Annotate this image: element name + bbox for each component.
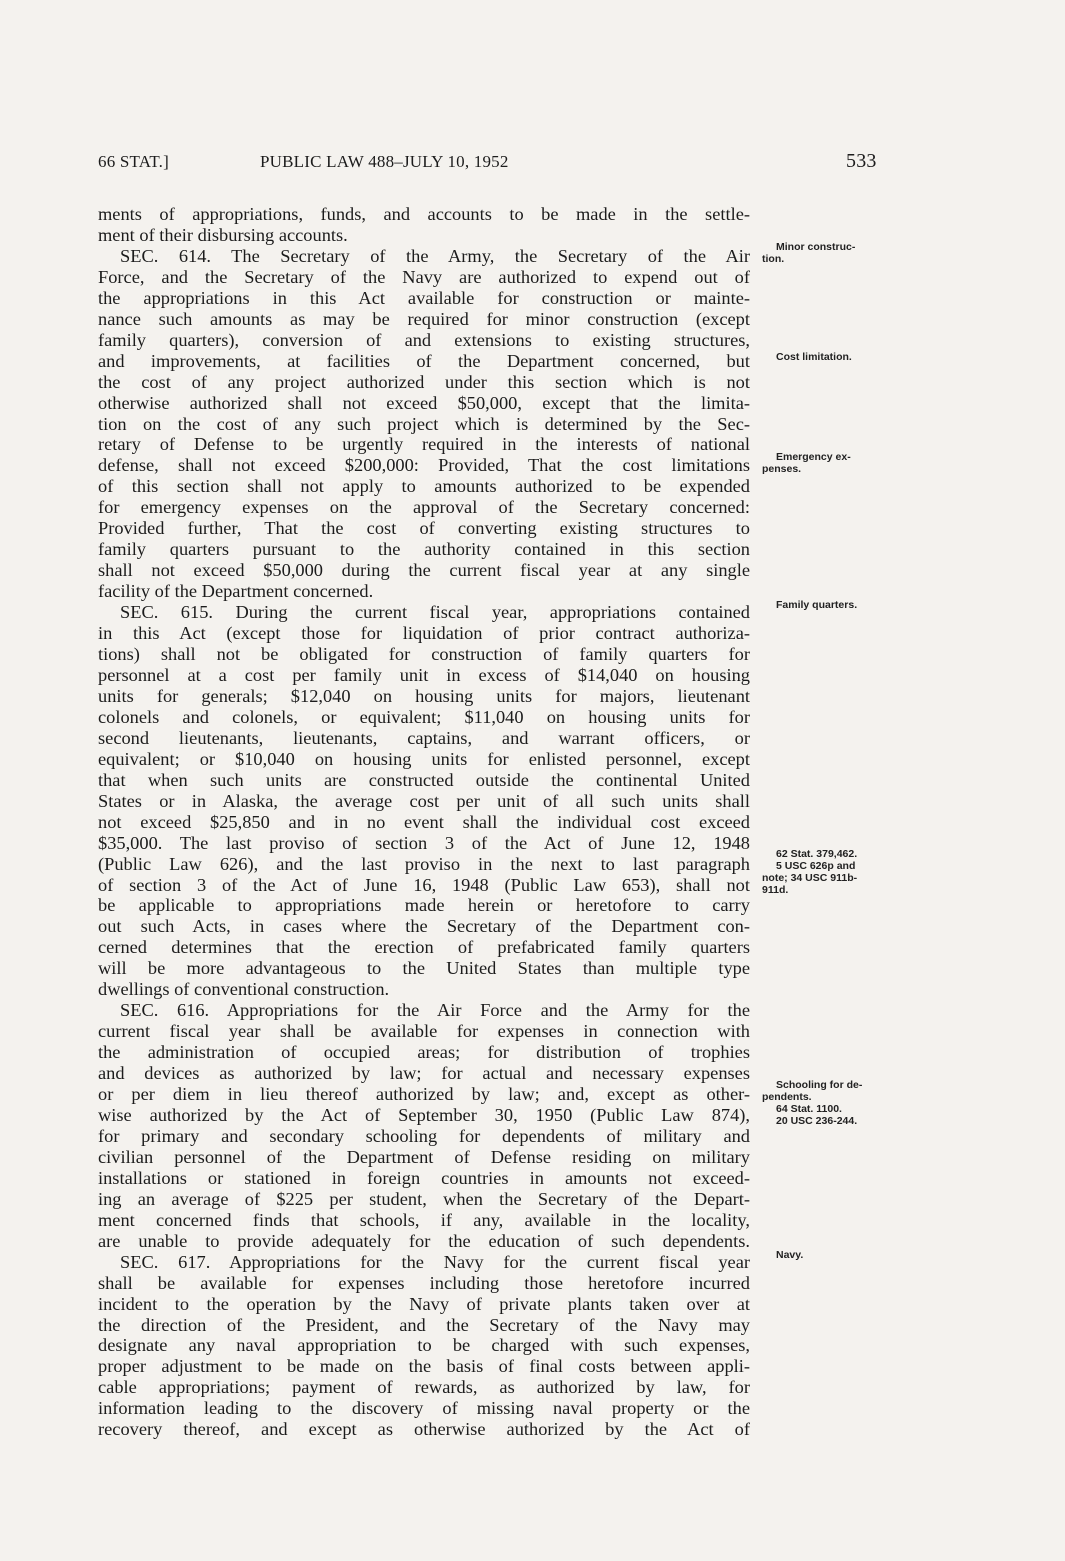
text-line: family quarters), conversion of and extensions to existing structures, xyxy=(98,329,750,350)
text-line: the administration of occupied areas; for distribution of trophies xyxy=(98,1042,750,1063)
text-line: the direction of the President, and the Secretary of the Navy may xyxy=(98,1314,750,1335)
text-line: designate any naval appropriation to be charged with such expenses, xyxy=(98,1335,750,1356)
text-line: nance such amounts as may be required for minor construction (except xyxy=(98,308,750,329)
margin-note-minor-construction: Minor construc- tion. xyxy=(762,241,856,265)
page-number: 533 xyxy=(846,150,877,172)
text-line: wise authorized by the Act of September 30, 1950 (Public Law 874), xyxy=(98,1104,750,1125)
text-line: will be more advantageous to the United States than multiple type xyxy=(98,958,750,979)
text-line: family quarters pursuant to the authority contained in this section xyxy=(98,539,750,560)
text-line: facility of the Department concerned. xyxy=(98,581,374,602)
text-line: ing an average of $225 per student, when the Secretary of the Depart- xyxy=(98,1188,750,1209)
text-line: defense, shall not exceed $200,000: Provided, That the cost limitations xyxy=(98,455,750,476)
text-line: colonels and colonels, or equivalent; $11,040 on housing units for xyxy=(98,706,750,727)
text-line: proper adjustment to be made on the basis of final costs between appli- xyxy=(98,1356,750,1377)
text-line: Force, and the Secretary of the Navy are authorized to expend out of xyxy=(98,266,750,287)
text-line: personnel at a cost per family unit in excess of $14,040 on housing xyxy=(98,664,750,685)
text-line: that when such units are constructed outside the continental United xyxy=(98,769,750,790)
text-line: ment concerned finds that schools, if any, available in the locality, xyxy=(98,1209,750,1230)
text-line: in this Act (except those for liquidation of prior contract authoriza- xyxy=(98,623,750,644)
text-line: out such Acts, in cases where the Secretary of the Department con- xyxy=(98,916,750,937)
margin-note-citation-62-stat: 62 Stat. 379,462. 5 USC 626p and note; 34 USC 911b- 911d. xyxy=(762,848,858,896)
text-line: shall be available for expenses including those heretofore incurred xyxy=(98,1272,750,1293)
text-line: for emergency expenses on the approval of the Secretary concerned: xyxy=(98,497,750,518)
text-line: second lieutenants, lieutenants, captains, and warrant officers, or xyxy=(98,727,750,748)
margin-note-emergency-expenses: Emergency ex- penses. xyxy=(762,451,851,475)
text-line: of section 3 of the Act of June 16, 1948 (Public Law 653), shall not xyxy=(98,874,750,895)
body-text xyxy=(98,204,750,1440)
text-line: dwellings of conventional construction. xyxy=(98,979,390,1000)
text-line: $35,000. The last proviso of section 3 of the Act of June 12, 1948 xyxy=(98,832,750,853)
text-line: SEC. 617. Appropriations for the Navy for the current fiscal year xyxy=(120,1251,750,1272)
text-line: tions) shall not be obligated for construction of family quarters for xyxy=(98,644,750,665)
text-line: civilian personnel of the Department of Defense residing on military xyxy=(98,1146,750,1167)
text-line: incident to the operation by the Navy of private plants taken over at xyxy=(98,1293,750,1314)
margin-note-schooling: Schooling for de- pendents. 64 Stat. 1100. 20 USC 236-244. xyxy=(762,1079,863,1127)
text-line: installations or stationed in foreign countries in amounts not exceed- xyxy=(98,1167,750,1188)
text-line: equivalent; or $10,040 on housing units for enlisted personnel, except xyxy=(98,748,750,769)
text-line: for primary and secondary schooling for dependents of military and xyxy=(98,1125,750,1146)
margin-note-family-quarters: Family quarters. xyxy=(776,599,858,611)
header-volume: 66 STAT.] xyxy=(98,152,169,171)
text-line: SEC. 614. The Secretary of the Army, the Secretary of the Air xyxy=(120,245,750,266)
text-line: not exceed $25,850 and in no event shall the individual cost exceed xyxy=(98,811,750,832)
text-line: and improvements, at facilities of the Department concerned, but xyxy=(98,350,750,371)
text-line: recovery thereof, and except as otherwise authorized by the Act of xyxy=(98,1419,750,1440)
text-line: (Public Law 626), and the last proviso in the next to last paragraph xyxy=(98,853,750,874)
text-line: current fiscal year shall be available for expenses in connection with xyxy=(98,1021,750,1042)
header-title: PUBLIC LAW 488–JULY 10, 1952 xyxy=(260,152,509,171)
text-line: the appropriations in this Act available for construction or mainte- xyxy=(98,287,750,308)
text-line: States or in Alaska, the average cost per unit of all such units shall xyxy=(98,790,750,811)
text-line: Provided further, That the cost of converting existing structures to xyxy=(98,518,750,539)
text-line: cerned determines that the erection of prefabricated family quarters xyxy=(98,937,750,958)
margin-note-navy: Navy. xyxy=(776,1249,804,1261)
text-line: units for generals; $12,040 on housing units for majors, lieutenant xyxy=(98,685,750,706)
text-line: are unable to provide adequately for the education of such dependents. xyxy=(98,1230,750,1251)
text-line: and devices as authorized by law; for actual and necessary expenses xyxy=(98,1063,750,1084)
text-line: SEC. 616. Appropriations for the Air Force and the Army for the xyxy=(120,1000,750,1021)
text-line: or per diem in lieu thereof authorized by law; and, except as other- xyxy=(98,1084,750,1105)
text-line: otherwise authorized shall not exceed $50,000, except that the limita- xyxy=(98,392,750,413)
text-line: ment of their disbursing accounts. xyxy=(98,224,348,245)
text-line: be applicable to appropriations made herein or heretofore to carry xyxy=(98,895,750,916)
text-line: shall not exceed $50,000 during the current fiscal year at any single xyxy=(98,560,750,581)
margin-note-cost-limitation: Cost limitation. xyxy=(776,351,852,363)
text-line: ments of appropriations, funds, and accounts to be made in the settle- xyxy=(98,204,750,224)
text-line: information leading to the discovery of missing naval property or the xyxy=(98,1398,750,1419)
text-line: retary of Defense to be urgently required in the interests of national xyxy=(98,434,750,455)
text-line: the cost of any project authorized under this section which is not xyxy=(98,371,750,392)
text-line: cable appropriations; payment of rewards, as authorized by law, for xyxy=(98,1377,750,1398)
text-line: tion on the cost of any such project which is determined by the Sec- xyxy=(98,413,750,434)
text-line: of this section shall not apply to amounts authorized to be expended xyxy=(98,476,750,497)
text-line: SEC. 615. During the current fiscal year, appropriations contained xyxy=(120,602,750,623)
